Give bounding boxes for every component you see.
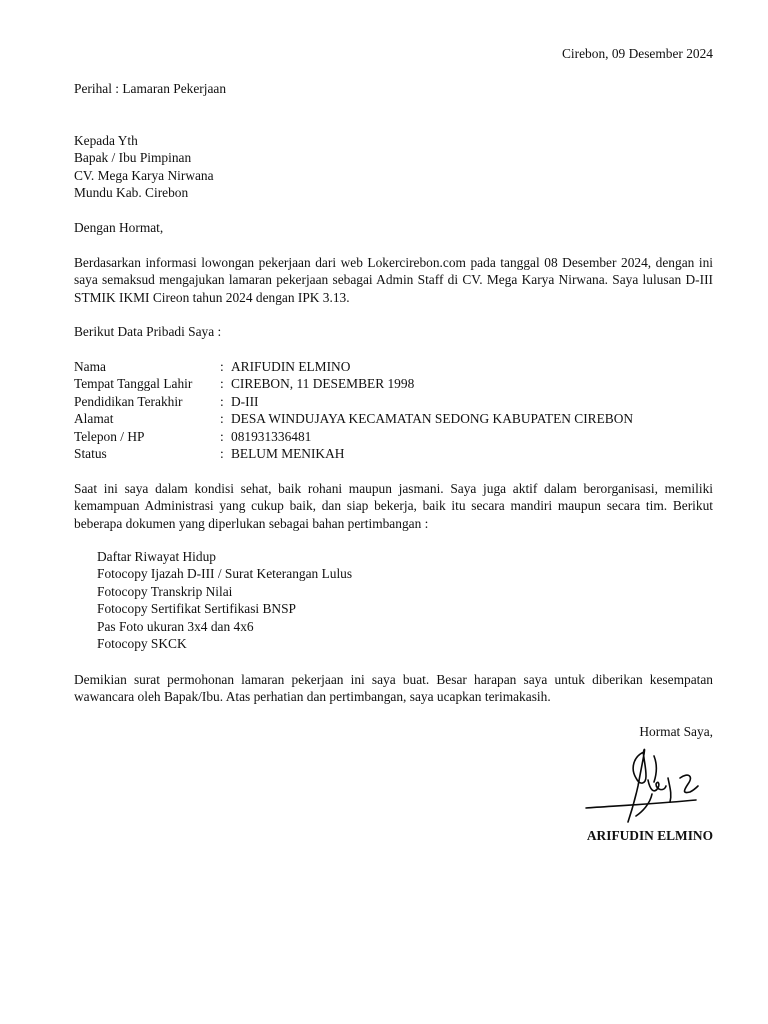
field-colon: : [220,359,224,374]
document-item: Fotocopy Sertifikat Sertifikasi BNSP [97,601,296,617]
field-value: 081931336481 [231,428,312,444]
document-item: Pas Foto ukuran 3x4 dan 4x6 [97,618,254,634]
recipient-line: Kepada Yth [74,133,138,148]
personal-data-heading: Berikut Data Pribadi Saya : [74,324,222,339]
personal-data-row [74,393,713,410]
recipient-line: Bapak / Ibu Pimpinan [74,150,192,166]
field-colon: : [220,428,224,444]
field-label: Status [74,445,107,461]
personal-data-row [74,358,713,375]
document-item: Daftar Riwayat Hidup [97,549,216,564]
place-date: Cirebon, 09 Desember 2024 [562,46,713,61]
field-value: DESA WINDUJAYA KECAMATAN SEDONG KABUPATEN CIREBON [231,411,634,427]
greeting: Dengan Hormat, [74,220,164,235]
valediction: Hormat Saya, [639,724,713,739]
document-item: Fotocopy Ijazah D-III / Surat Keterangan Lulus [97,566,353,582]
recipient-block [74,132,713,202]
signer-name: ARIFUDIN ELMINO [586,828,713,843]
condition-paragraph: Saat ini saya dalam kondisi sehat, baik rohani maupun jasmani. Saya juga aktif dalam berorganisasi, memiliki kemampuan Administrasi yang cukup baik, dan siap bekerja, baik itu secara mandiri maupun secara tim. Berikut beberapa dokumen yang diperlukan sebagai bahan pertimbangan : [74,481,713,531]
field-label: Tempat Tanggal Lahir [74,376,193,392]
field-colon: : [220,411,224,427]
field-value: BELUM MENIKAH [231,445,345,461]
field-value: ARIFUDIN ELMINO [231,359,351,374]
field-label: Alamat [74,411,114,427]
intro-paragraph: Berdasarkan informasi lowongan pekerjaan dari web Lokercirebon.com pada tanggal 08 Desember 2024, dengan ini saya semaksud mengajukan lamaran pekerjaan sebagai Admin Staff di CV. Mega Karya Nirwana. Saya lulusan D-III STMIK IKMI Cireon tahun 2024 dengan IPK 3.13. [74,255,713,305]
field-label: Pendidikan Terakhir [74,393,183,409]
handwritten-signature [584,742,714,828]
field-colon: : [220,376,224,392]
field-label: Nama [74,359,106,374]
field-value: D-III [231,393,259,409]
field-value: CIREBON, 11 DESEMBER 1998 [231,376,415,392]
recipient-line: Mundu Kab. Cirebon [74,185,189,201]
field-colon: : [220,393,224,409]
documents-list [97,548,697,652]
recipient-line: CV. Mega Karya Nirwana [74,167,214,183]
personal-data-row [74,410,713,427]
personal-data-table [74,358,713,462]
document-item: Fotocopy SKCK [97,636,187,652]
document-item: Fotocopy Transkrip Nilai [97,583,233,599]
field-colon: : [220,445,224,461]
personal-data-row [74,375,713,392]
field-label: Telepon / HP [74,428,145,444]
personal-data-row [74,445,713,462]
personal-data-row [74,428,713,445]
closing-paragraph: Demikian surat permohonan lamaran pekerjaan ini saya buat. Besar harapan saya untuk diberikan kesempatan wawancara oleh Bapak/Ibu. Atas perhatian dan pertimbangan, saya ucapkan terimakasih. [74,672,713,705]
subject-line: Perihal : Lamaran Pekerjaan [74,81,227,96]
